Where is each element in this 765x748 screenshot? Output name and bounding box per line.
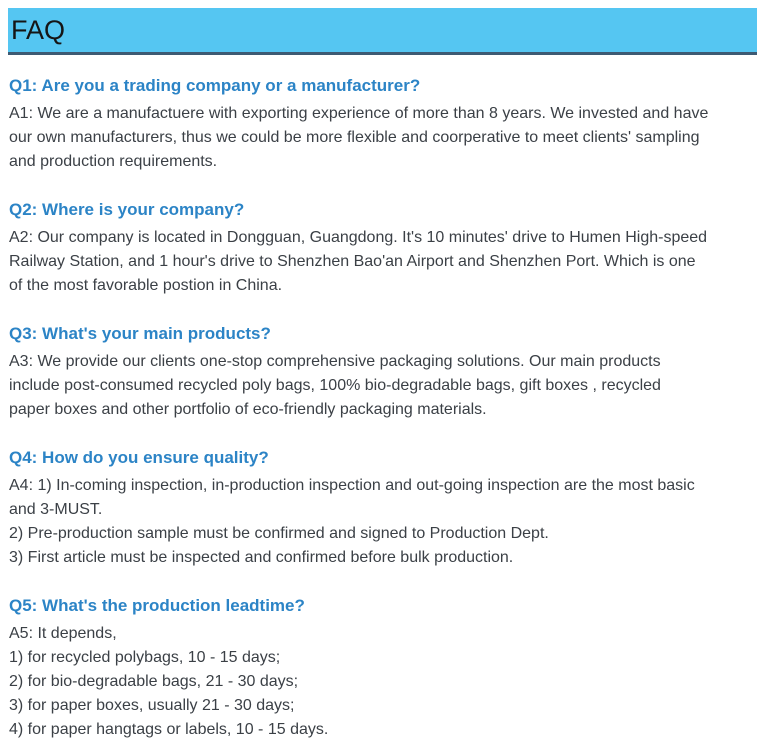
- faq-answer: [9, 102, 756, 174]
- faq-content: [8, 55, 757, 742]
- answer-line: our own manufacturers, thus we could be more flexible and coorperative to meet clients' sampling: [9, 129, 700, 146]
- answer-line: and production requirements.: [9, 153, 218, 170]
- faq-question: Q4: How do you ensure quality?: [9, 448, 269, 467]
- faq-question: Q1: Are you a trading company or a manufacturer?: [9, 76, 421, 95]
- answer-line: 2) for bio-degradable bags, 21 - 30 days;: [9, 673, 299, 690]
- faq-question: Q3: What's your main products?: [9, 324, 271, 343]
- faq-answer: [9, 474, 756, 570]
- answer-line: paper boxes and other portfolio of eco-friendly packaging materials.: [9, 401, 487, 418]
- answer-line: A2: Our company is located in Dongguan, Guangdong. It's 10 minutes' drive to Humen High-speed: [9, 229, 708, 246]
- answer-line: 3) First article must be inspected and confirmed before bulk production.: [9, 549, 514, 566]
- faq-question: Q5: What's the production leadtime?: [9, 596, 305, 615]
- answer-line: of the most favorable postion in China.: [9, 277, 283, 294]
- faq-item: [9, 199, 756, 298]
- answer-line: 2) Pre-production sample must be confirmed and signed to Production Dept.: [9, 525, 549, 542]
- answer-line: 3) for paper boxes, usually 21 - 30 days;: [9, 697, 295, 714]
- answer-line: include post-consumed recycled poly bags, 100% bio-degradable bags, gift boxes , recycled: [9, 377, 661, 394]
- answer-line: 1) for recycled polybags, 10 - 15 days;: [9, 649, 281, 666]
- faq-answer: [9, 226, 756, 298]
- faq-item: [9, 323, 756, 422]
- faq-item: [9, 447, 756, 570]
- faq-item: [9, 595, 756, 742]
- answer-line: and 3-MUST.: [9, 501, 103, 518]
- answer-line: A1: We are a manufactuere with exporting experience of more than 8 years. We invested and have: [9, 105, 709, 122]
- faq-answer: [9, 622, 756, 742]
- faq-answer: [9, 350, 756, 422]
- faq-question: Q2: Where is your company?: [9, 200, 245, 219]
- faq-header: [8, 8, 757, 55]
- answer-line: A3: We provide our clients one-stop comprehensive packaging solutions. Our main products: [9, 353, 661, 370]
- page-title: FAQ: [11, 15, 66, 45]
- faq-item: [9, 75, 756, 174]
- answer-line: A4: 1) In-coming inspection, in-production inspection and out-going inspection are the most basic: [9, 477, 695, 494]
- answer-line: A5: It depends,: [9, 625, 117, 642]
- answer-line: Railway Station, and 1 hour's drive to Shenzhen Bao'an Airport and Shenzhen Port. Which is one: [9, 253, 696, 270]
- answer-line: 4) for paper hangtags or labels, 10 - 15 days.: [9, 721, 329, 738]
